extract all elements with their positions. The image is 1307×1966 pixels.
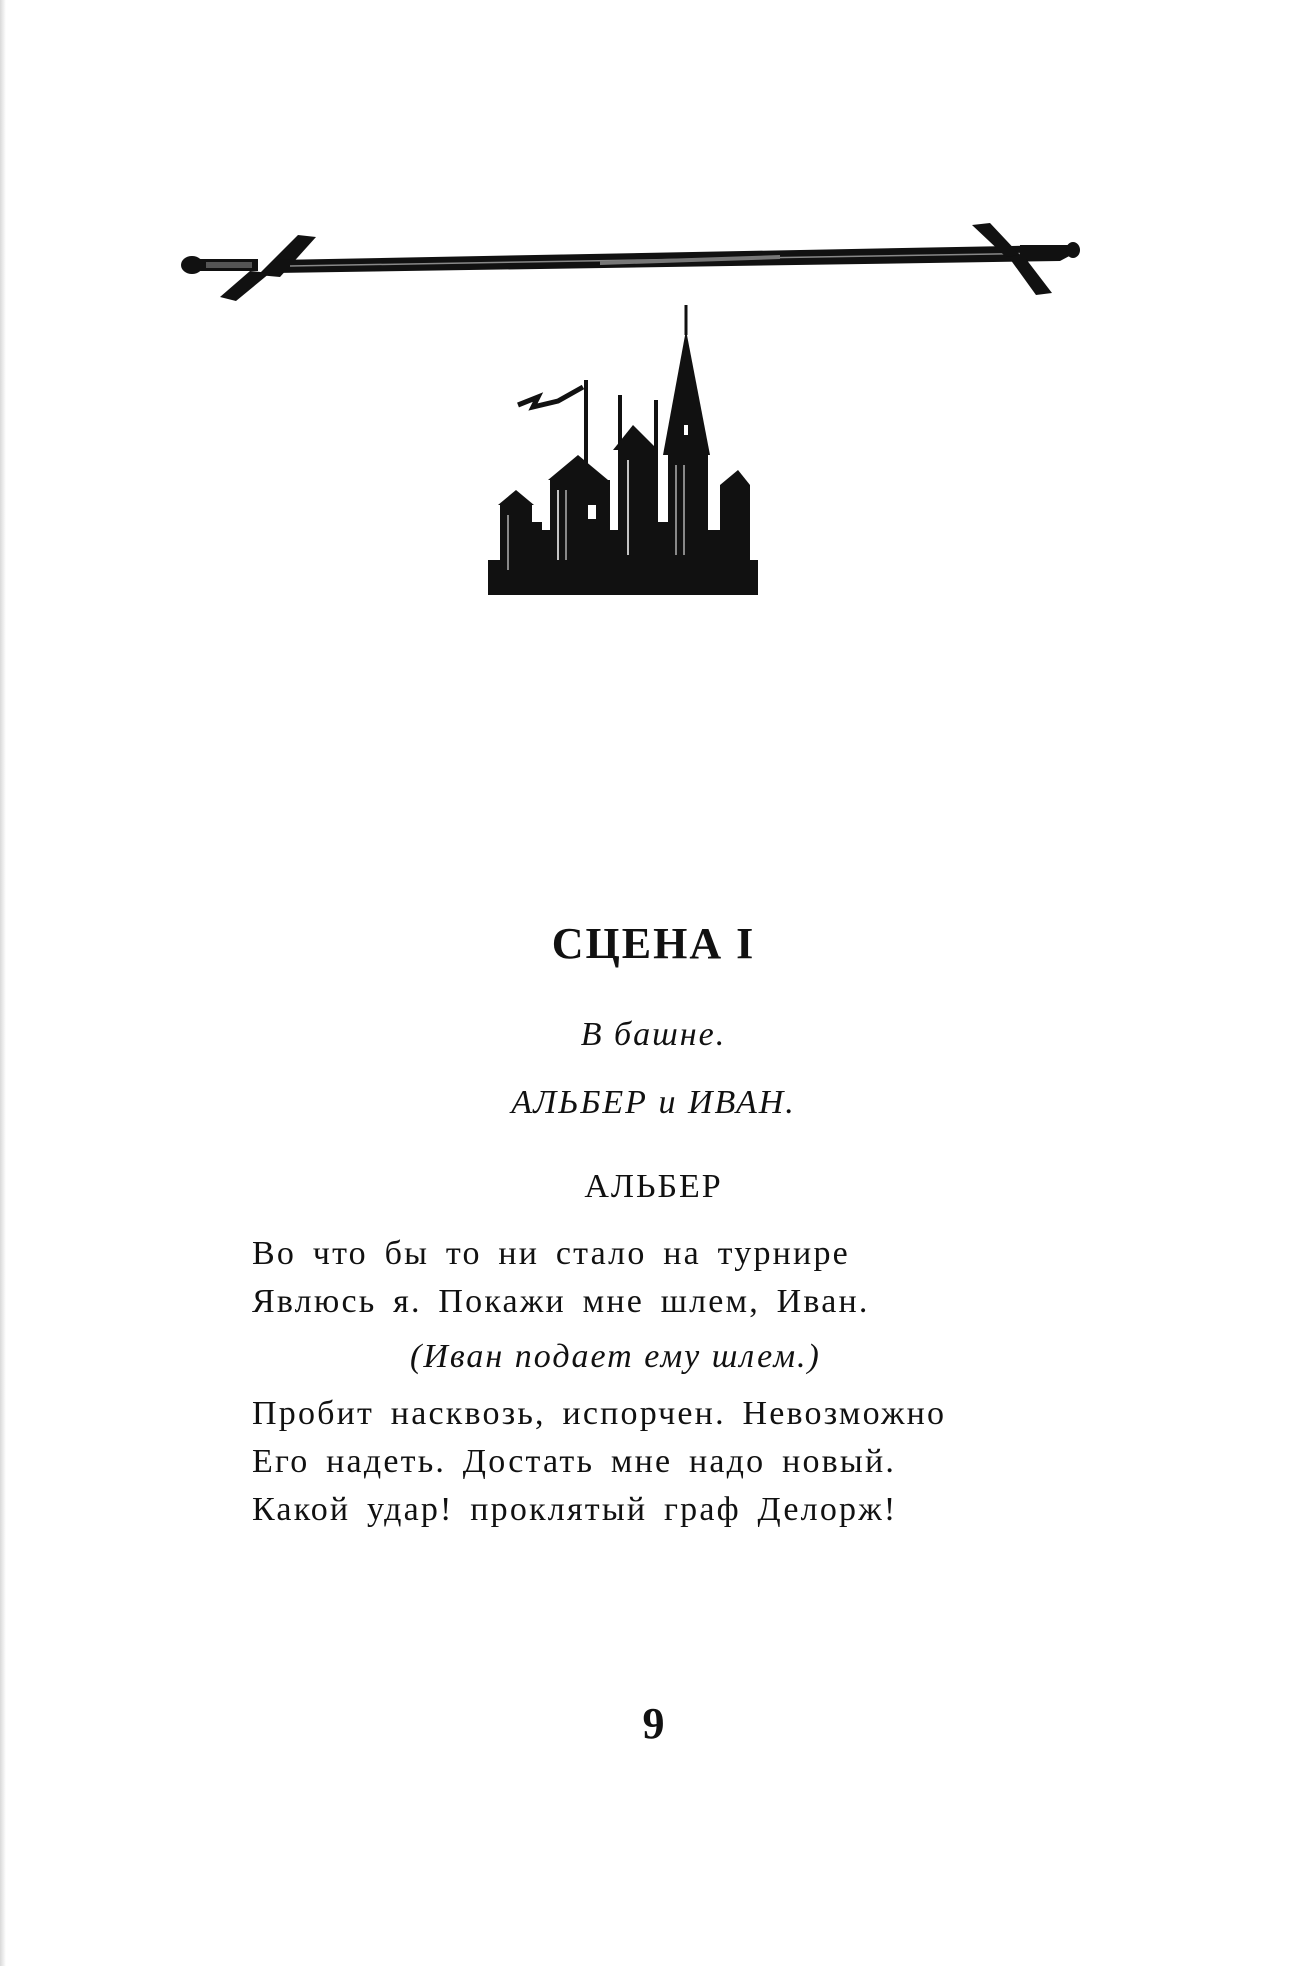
page-edge-shadow <box>0 0 6 1966</box>
page-number: 9 <box>642 1699 665 1748</box>
sword-illustration <box>180 215 1080 315</box>
scene-location: В башне. <box>580 1016 727 1053</box>
speaker-name: АЛЬБЕР <box>584 1168 723 1205</box>
verse-block <box>252 1230 870 1326</box>
verse-block <box>252 1390 946 1534</box>
verse-line: Его надеть. Достать мне надо новый. <box>252 1443 897 1480</box>
verse-line: Явлюсь я. Покажи мне шлем, Иван. <box>252 1283 870 1320</box>
verse-line: Пробит насквозь, испорчен. Невозможно <box>252 1395 947 1432</box>
verse-line: Какой удар! проклятый граф Делорж! <box>252 1491 898 1528</box>
verse-line: Во что бы то ни стало на турнире <box>252 1235 850 1272</box>
scene-characters: АЛЬБЕР и ИВАН. <box>511 1084 796 1121</box>
stage-direction: (Иван подает ему шлем.) <box>410 1338 821 1375</box>
castle-illustration <box>488 305 768 600</box>
scene-title: СЦЕНА I <box>551 919 756 968</box>
